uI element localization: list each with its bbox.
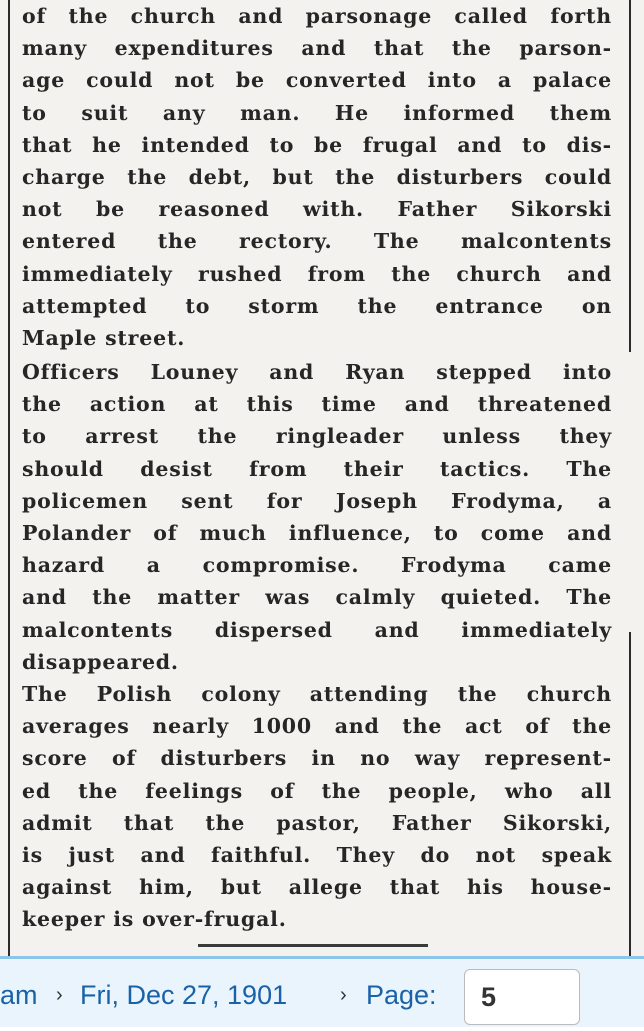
- text-line: keeper is over-frugal.: [22, 907, 287, 932]
- text-line: ed the feelings of the people, who all: [22, 778, 612, 803]
- text-line: score of disturbers in no way represent-: [22, 746, 612, 771]
- text-line: policemen sent for Joseph Frodyma, a: [22, 488, 612, 513]
- text-line: Officers Louney and Ryan stepped into: [22, 360, 612, 384]
- breadcrumb-separator-chevron-icon: ›: [56, 984, 63, 1006]
- text-line: disappeared.: [22, 649, 179, 674]
- text-line: hazard a compromise. Frodyma came: [22, 553, 612, 578]
- text-line: The Polish colony attending the church: [22, 682, 612, 706]
- text-line: of the church and parsonage called forth: [22, 4, 612, 28]
- breadcrumb-separator-chevron-icon: ›: [340, 984, 347, 1006]
- text-line: and the matter was calmly quieted. The: [22, 585, 612, 610]
- text-line: to suit any man. He informed them: [22, 100, 612, 125]
- text-line: age could not be converted into a palace: [22, 68, 612, 93]
- text-line: that he intended to be frugal and to dis-: [22, 132, 612, 157]
- text-line: the action at this time and threatened: [22, 392, 612, 417]
- article-paragraph-1: [22, 0, 612, 354]
- text-line: charge the debt, but the disturbers could: [22, 165, 612, 190]
- column-rule-right-lower: [629, 632, 631, 958]
- breadcrumb-date-link[interactable]: Fri, Dec 27, 1901: [80, 980, 288, 1010]
- text-line: malcontents dispersed and immediately: [22, 617, 612, 642]
- text-line: immediately rushed from the church and: [22, 261, 612, 286]
- text-line: is just and faithful. They do not speak: [22, 843, 612, 868]
- column-rule-left: [8, 0, 10, 958]
- text-line: should desist from their tactics. The: [22, 456, 612, 481]
- text-line: Polander of much influence, to come and: [22, 521, 612, 546]
- page-label: Page:: [366, 980, 437, 1010]
- text-line: attempted to storm the entrance on: [22, 293, 612, 318]
- text-line: against him, but allege that his house-: [22, 875, 612, 900]
- text-line: to arrest the ringleader unless they: [22, 424, 612, 449]
- column-rule-right-upper: [629, 0, 631, 352]
- breadcrumb-newspaper-link[interactable]: am: [0, 980, 38, 1010]
- page-navigation-bar: [0, 956, 644, 1027]
- text-line: not be reasoned with. Father Sikorski: [22, 197, 612, 222]
- article-end-rule: [198, 944, 428, 953]
- text-line: Maple street.: [22, 326, 186, 351]
- text-line: averages nearly 1000 and the act of the: [22, 714, 612, 739]
- text-line: many expenditures and that the parson-: [22, 36, 612, 61]
- text-line: entered the rectory. The malcontents: [22, 229, 612, 254]
- page-number-input[interactable]: [464, 969, 580, 1025]
- article-paragraph-2: [22, 356, 612, 678]
- article-paragraph-3: [22, 678, 612, 936]
- text-line: admit that the pastor, Father Sikorski,: [22, 810, 612, 835]
